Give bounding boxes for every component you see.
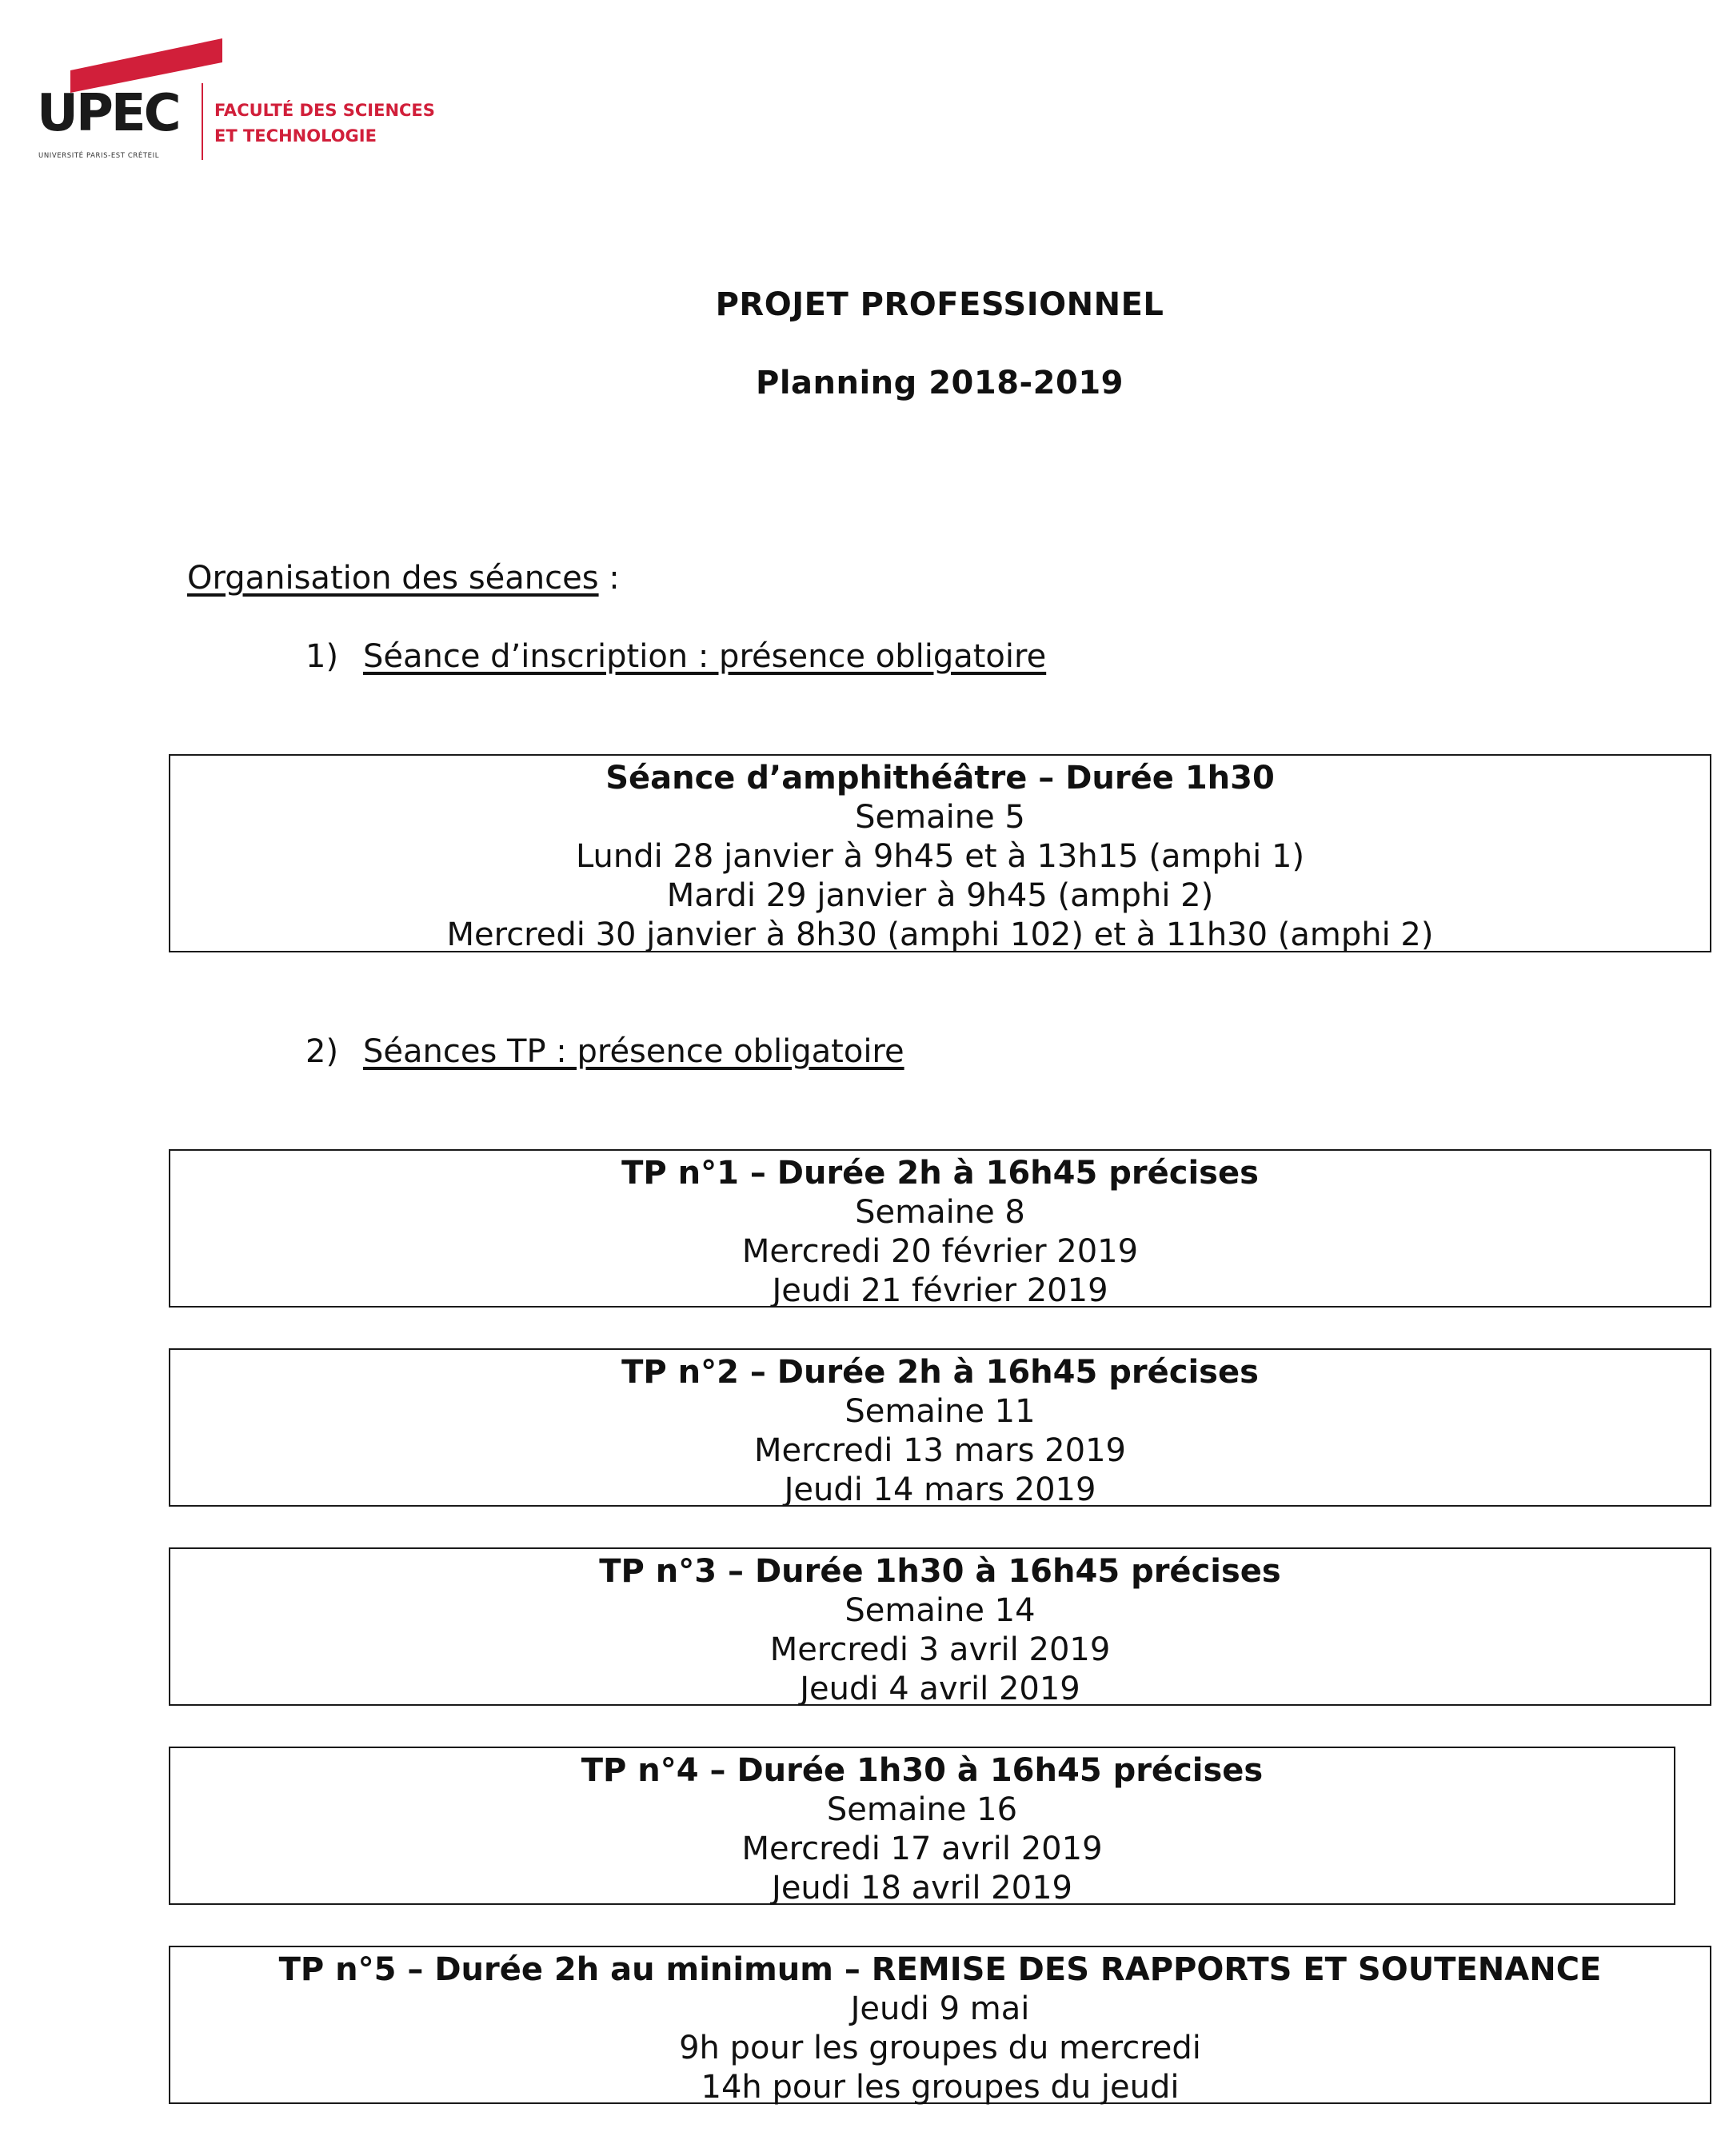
logo-university-name: UNIVERSITÉ PARIS-EST CRÉTEIL: [38, 152, 160, 160]
box-line: Mardi 29 janvier à 9h45 (amphi 2): [666, 877, 1214, 914]
box-line: Mercredi 13 mars 2019: [754, 1432, 1126, 1469]
amphi-session-box: [169, 754, 1711, 952]
organisation-heading-label: Organisation des séances: [187, 560, 599, 597]
tp-session-box-2: [169, 1348, 1711, 1507]
box-line: Lundi 28 janvier à 9h45 et à 13h15 (amphi 1): [575, 838, 1305, 875]
box-line: Semaine 14: [845, 1592, 1036, 1629]
tp-session-box-1: [169, 1149, 1711, 1308]
organisation-heading: [187, 560, 620, 597]
box-title: Séance d’amphithéâtre – Durée 1h30: [605, 760, 1275, 797]
box-line: Jeudi 9 mai: [850, 1990, 1030, 2027]
section-number: 2): [305, 1033, 339, 1070]
section-heading-tp: [305, 1033, 904, 1070]
section-heading-inscription: [305, 638, 1046, 675]
box-line: 14h pour les groupes du jeudi: [701, 2069, 1180, 2106]
box-line: Jeudi 14 mars 2019: [784, 1471, 1096, 1508]
section-label: Séance d’inscription : présence obligatoire: [363, 638, 1047, 675]
box-line: Semaine 8: [855, 1194, 1025, 1231]
box-line: Jeudi 21 février 2019: [772, 1272, 1108, 1309]
tp-session-box-4: [169, 1747, 1675, 1905]
page-subtitle: Planning 2018-2019: [756, 365, 1124, 401]
box-line: 9h pour les groupes du mercredi: [679, 2030, 1201, 2066]
logo-faculty-line1: FACULTÉ DES SCIENCES: [214, 101, 435, 120]
logo-faculty-line2: ET TECHNOLOGIE: [214, 126, 377, 146]
section-number: 1): [305, 638, 339, 675]
box-title: TP n°3 – Durée 1h30 à 16h45 précises: [599, 1553, 1281, 1590]
upec-logo: [37, 38, 453, 166]
box-line: Mercredi 17 avril 2019: [741, 1831, 1103, 1867]
page-title: PROJET PROFESSIONNEL: [715, 286, 1164, 323]
box-line: Jeudi 18 avril 2019: [772, 1870, 1072, 1906]
box-line: Mercredi 30 janvier à 8h30 (amphi 102) et à 11h30 (amphi 2): [446, 916, 1434, 953]
box-line: Mercredi 3 avril 2019: [769, 1631, 1111, 1668]
section-label: Séances TP : présence obligatoire: [363, 1033, 904, 1070]
box-line: Mercredi 20 février 2019: [741, 1233, 1139, 1270]
box-title: TP n°2 – Durée 2h à 16h45 précises: [621, 1354, 1259, 1391]
tp-session-box-3: [169, 1547, 1711, 1706]
box-line: Semaine 11: [845, 1393, 1036, 1430]
box-line: Jeudi 4 avril 2019: [800, 1671, 1080, 1707]
tp-session-box-5: [169, 1946, 1711, 2104]
box-line: Semaine 5: [855, 799, 1025, 836]
logo-divider: [202, 83, 203, 160]
organisation-heading-colon: :: [598, 560, 620, 597]
box-line: Semaine 16: [826, 1791, 1018, 1828]
box-title: TP n°1 – Durée 2h à 16h45 précises: [621, 1155, 1259, 1192]
logo-wordmark: UPEC: [37, 84, 179, 143]
box-title: TP n°4 – Durée 1h30 à 16h45 précises: [581, 1752, 1264, 1789]
box-title: TP n°5 – Durée 2h au minimum – REMISE DES RAPPORTS ET SOUTENANCE: [278, 1951, 1602, 1988]
logo-faculty-name: [214, 98, 435, 149]
